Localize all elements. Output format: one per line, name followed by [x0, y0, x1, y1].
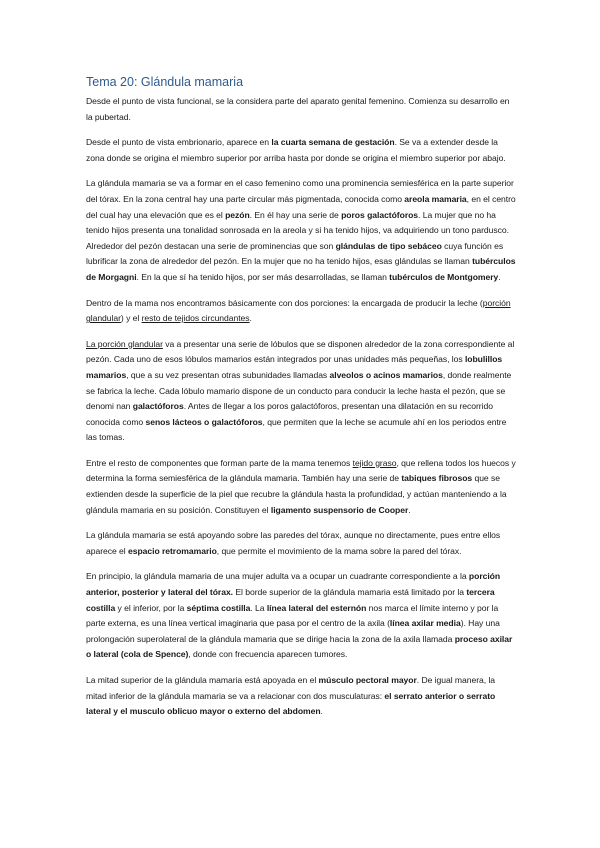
bold-term: senos lácteos o galactóforos [145, 416, 263, 427]
paragraph-portions [86, 296, 518, 327]
text-run: La glándula mamaria se va a formar en el caso femenino como una prominencia semiesférica en la parte superior del tórax. En la zona central hay una parte circular más pigmentada, conocida como [86, 178, 514, 204]
text-run: El borde superior de la glándula mamaria está limitado por la [233, 587, 467, 598]
text-run: , que permite el movimiento de la mama sobre la pared del tórax. [216, 545, 462, 556]
underlined-term: porción glandular [86, 297, 511, 324]
text-run: Desde el punto de vista funcional, se la considera parte del aparato genital femenino. Comienza su desarrollo en la pubertad. [86, 96, 510, 122]
bold-term: ligamento suspensorio de Cooper [270, 504, 409, 515]
bold-term: tercera costilla [86, 587, 495, 613]
bold-term: el serrato anterior o serrato lateral y el musculo oblicuo mayor o externo del abdomen [86, 690, 496, 717]
bold-term: tabiques fibrosos [401, 473, 473, 484]
text-run: va a presentar una serie de lóbulos que se disponen alrededor de la zona correspondiente al pezón. Cada uno de esos lóbulos mamarios están integrados por unas unidades más pequeñas, los [86, 338, 515, 365]
bold-term: porción anterior, posterior y lateral del tórax. [86, 571, 501, 598]
bold-term: línea lateral del esternón [266, 602, 367, 613]
text-run: , donde realmente se fabrica la leche. Cada lóbulo mamario dispone de un conducto para conducir la leche hasta el pezón, que se denomi nan [86, 369, 512, 412]
document-title: Tema 20: Glándula mamaria [86, 75, 244, 89]
paragraph-other-components [86, 456, 518, 518]
text-run: . La mujer que no ha tenido hijos presenta una tonalidad sonrosada en la areola y si ha tenido hijos, va adquiriendo un tono pardusco. Alrededor del pezón destacan una serie de prominencias que son [86, 209, 509, 251]
bold-term: glándulas de tipo sebáceo [335, 240, 442, 251]
text-run: . [249, 313, 252, 324]
bold-term: séptima costilla [186, 602, 251, 613]
text-run: . En él hay una serie de [249, 209, 342, 220]
text-run: Entre el resto de componentes que forman parte de la mama tenemos [86, 457, 353, 468]
bold-term: pezón [225, 209, 250, 220]
bold-term: alveolos o acinos mamarios [329, 369, 443, 380]
paragraph-function [86, 94, 518, 125]
paragraph-embryology [86, 135, 518, 166]
text-run: , que a su vez presentan otras subunidades llamadas [126, 369, 330, 380]
text-run: Dentro de la mama nos encontramos básicamente con dos porciones: la encargada de producir la leche ( [86, 297, 483, 308]
text-run: . Antes de llegar a los poros galactóforos, presentan una dilatación en su recorrido conocida como [86, 401, 493, 427]
text-run: . En la que sí ha tenido hijos, por ser más desarrolladas, se llaman [136, 271, 390, 282]
text-run: . La [250, 602, 267, 613]
text-run: ). Hay una prolongación superolateral de la glándula mamaria que se dirige hacia la zona de la axila llamada [86, 618, 500, 644]
text-run: ) y el [120, 313, 142, 324]
bold-term: areola mamaria [404, 193, 467, 204]
underlined-term: tejido graso [352, 457, 397, 468]
bold-term: poros galactóforos [341, 209, 419, 220]
bold-term: espacio retromamario [127, 545, 217, 556]
text-run: , donde con frecuencia aparecen tumores. [188, 649, 348, 660]
bold-term: tubérculos de Morgagni [86, 256, 516, 282]
bold-term: la cuarta semana de gestación [271, 137, 395, 148]
paragraph-retromammary [86, 528, 518, 559]
text-run: , que permiten que la leche se acumule ahí en los periodos entre las tomas. [86, 416, 507, 443]
text-run: Desde el punto de vista embrionario, aparece en [86, 137, 272, 148]
text-run: . [320, 706, 323, 717]
text-run: , en el centro del cual hay una elevación que es el [86, 193, 516, 220]
paragraph-muscle-relations [86, 673, 518, 720]
paragraph-location [86, 569, 518, 663]
bold-term: músculo pectoral mayor [318, 675, 417, 685]
text-run: . Se va a extender desde la zona donde se origina el miembro superior por arriba hasta por donde se origina el miembro superior por abajo. [86, 137, 506, 163]
bold-term: línea axilar media [389, 618, 461, 629]
underlined-term: La porción glandular [86, 338, 163, 349]
text-run: cuya función es lubrificar la zona de alrededor del pezón. En la mujer que no ha tenido hijos, esas glándulas se llaman [86, 240, 504, 267]
bold-term: galactóforos [132, 401, 184, 412]
text-run: y el inferior, por la [115, 602, 187, 613]
text-run: , que rellena todos los huecos y determina la forma semiesférica de la glándula mamaria. También hay una serie de [86, 457, 516, 484]
paragraph-external-anatomy [86, 176, 518, 285]
bold-term: tubérculos de Montgomery [389, 271, 499, 282]
underlined-term: resto de tejidos circundantes [141, 313, 250, 324]
text-run: que se extienden desde la superficie de la piel que recubre la glándula hasta la profundidad, y actúan manteniendo a la glándula mamaria en su posición. Constituyen el [86, 473, 507, 515]
text-run: nos marca el límite interno y por la parte externa, es una línea vertical imaginaria que pasa por el centro de la axila ( [86, 602, 499, 629]
text-run: . [408, 504, 411, 515]
paragraph-glandular-portion [86, 337, 518, 446]
text-run: . [498, 271, 501, 282]
text-run: La glándula mamaria se está apoyando sobre las paredes del tórax, aunque no directamente, pues entre ellos aparece el [86, 530, 501, 556]
text-run: En principio, la glándula mamaria de una mujer adulta va a ocupar un cuadrante correspondiente a la [86, 571, 469, 582]
bold-term: lobulillos mamarios [86, 354, 503, 380]
text-run: La mitad superior de la glándula mamaria está apoyada en el [86, 675, 319, 685]
bold-term: proceso axilar o lateral (cola de Spence) [86, 633, 513, 660]
text-run: . De igual manera, la mitad inferior de la glándula mamaria se va a relacionar con dos musculaturas: [86, 675, 496, 701]
